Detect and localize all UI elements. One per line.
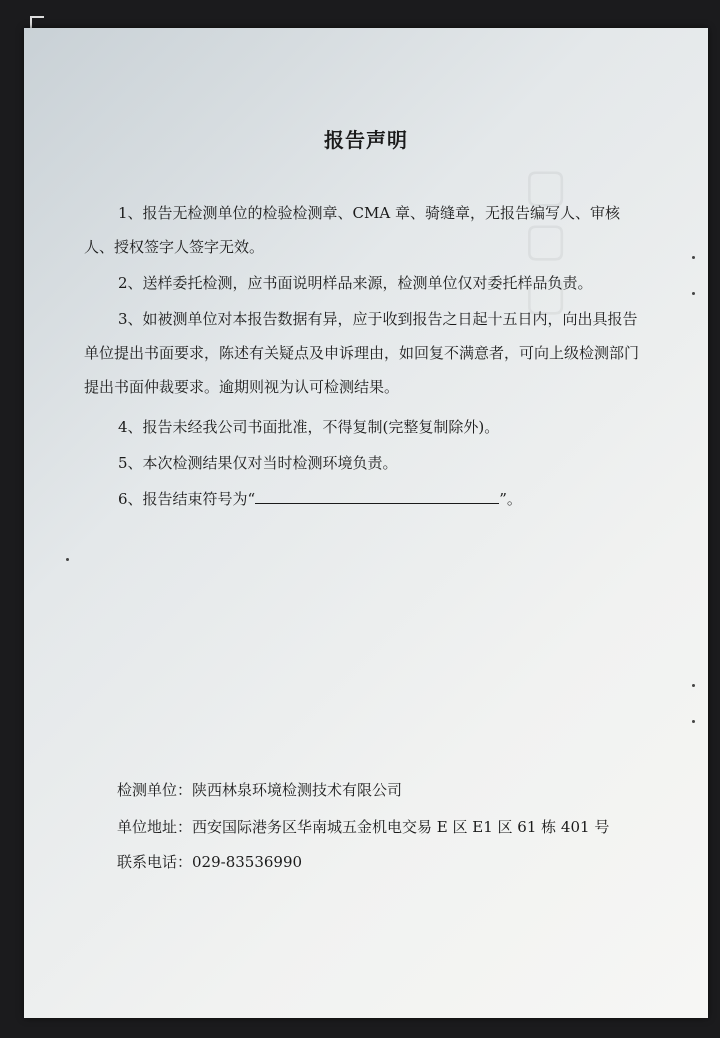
unit-label: 检测单位： [117,781,193,799]
binding-dot [66,558,69,561]
footer-phone [117,852,302,872]
statement-4: 4、报告未经我公司书面批准，不得复制(完整复制除外)。 [118,418,500,436]
end-symbol-suffix: ”。 [499,490,522,508]
statement-1: 1、报告无检测单位的检验检测章、CMA 章、骑缝章，无报告编写人、审核人、授权签字人签字无效。 [84,204,620,256]
end-symbol-blank [255,489,499,504]
unit-value: 陕西林泉环境检测技术有限公司 [192,781,403,799]
report-sheet [24,28,708,1018]
bleed-through-watermark: ▢ ▢ ▢ [524,158,602,320]
address-label: 单位地址： [117,818,193,836]
binding-dot [692,256,695,259]
footer-address [117,817,609,837]
end-symbol-prefix: 6、报告结束符号为“ [118,490,256,508]
binding-dot [692,684,695,687]
binding-dot [692,720,695,723]
page-title: 报告声明 [324,128,408,152]
binding-dot [692,292,695,295]
statement-5: 5、本次检测结果仅对当时检测环境负责。 [118,454,398,472]
statement-6 [84,482,644,516]
statement-3: 3、如被测单位对本报告数据有异，应于收到报告之日起十五日内，向出具报告单位提出书面要求，陈述有关疑点及申诉理由，如回复不满意者，可向上级检测部门提出书面仲裁要求。逾期则视为认可检测结果。 [84,310,640,396]
address-value: 西安国际港务区华南城五金机电交易 E 区 E1 区 61 栋 401 号 [192,818,610,836]
footer-unit [117,780,402,800]
phone-label: 联系电话： [117,853,193,871]
statement-2: 2、送样委托检测，应书面说明样品来源，检测单位仅对委托样品负责。 [118,274,593,292]
phone-value: 029-83536990 [192,853,303,871]
